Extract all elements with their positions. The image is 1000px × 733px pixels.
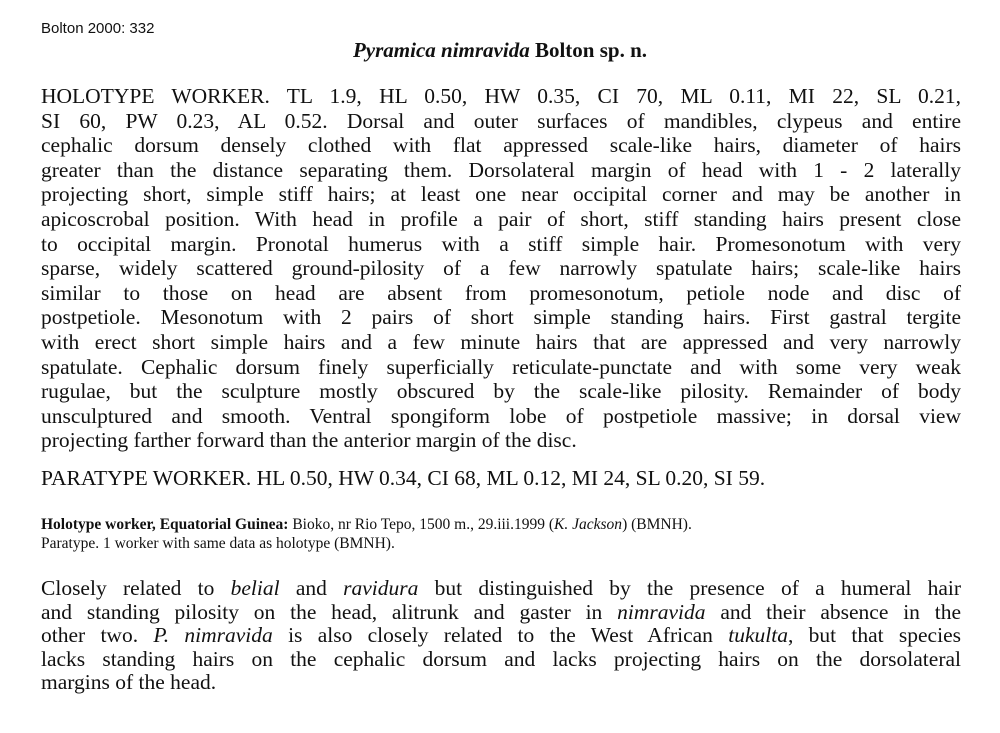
holotype-line: SI 60, PW 0.23, AL 0.52. Dorsal and outer surfaces of mandibles, clypeus and entire — [41, 108, 961, 133]
collector: K. Jackson — [554, 516, 623, 533]
holotype-line: unsculptured and smooth. Ventral spongiform lobe of postpetiole massive; in dorsal view — [41, 403, 961, 428]
holotype-line: similar to those on head are absent from promesonotum, petiole node and disc of — [41, 280, 961, 305]
holotype-line: spatulate. Cephalic dorsum finely superficially reticulate-punctate and with some very weak — [41, 354, 961, 379]
remarks-line: margins of the head. — [41, 670, 217, 695]
species-title — [0, 38, 1000, 63]
holotype-line: rugulae, but the sculpture mostly obscured by the scale-like pilosity. Remainder of body — [41, 379, 961, 404]
holotype-line: apicoscrobal position. With head in profile a pair of short, stiff standing hairs present close — [41, 206, 961, 231]
holotype-line: postpetiole. Mesonotum with 2 pairs of short simple standing hairs. First gastral tergite — [41, 305, 961, 330]
remarks — [41, 577, 961, 695]
holotype-line: with erect short simple hairs and a few minute hairs that are appressed and very narrowly — [41, 329, 961, 354]
material-examined — [41, 515, 961, 553]
species-author: Bolton sp. n. — [534, 38, 648, 62]
holotype-line: projecting farther forward than the anterior margin of the disc. — [41, 428, 577, 453]
remarks-line: Closely related to belial and ravidura but distinguished by the presence of a humeral hair — [41, 576, 961, 600]
holotype-line: HOLOTYPE WORKER. TL 1.9, HL 0.50, HW 0.35, CI 70, ML 0.11, MI 22, SL 0.21, — [41, 84, 961, 108]
holotype-line: to occipital margin. Pronotal humerus with a stiff simple hair. Promesonotum with very — [41, 231, 961, 256]
holotype-line: greater than the distance separating them. Dorsolateral margin of head with 1 - 2 laterally — [41, 157, 961, 182]
remarks-line: and standing pilosity on the head, alitrunk and gaster in nimravida and their absence in the — [41, 599, 961, 624]
remarks-line: lacks standing hairs on the cephalic dorsum and lacks projecting hairs on the dorsolateral — [41, 646, 961, 671]
depository: (BMNH). — [631, 516, 692, 533]
holotype-line: sparse, widely scattered ground-pilosity of a few narrowly spatulate hairs; scale-like hairs — [41, 256, 961, 281]
holotype-material-line: Holotype worker, Equatorial Guinea: Bioko, nr Rio Tepo, 1500 m., 29.iii.1999 (K. Jackson) (BMNH). — [41, 516, 692, 533]
remarks-line: other two. P. nimravida is also closely related to the West African tukulta, but that species — [41, 623, 961, 648]
holotype-description — [41, 84, 961, 453]
holotype-label: Holotype worker, — [41, 516, 156, 533]
locality: Bioko, nr Rio Tepo, 1500 m., 29.iii.1999 — [292, 516, 545, 533]
holotype-line: projecting short, simple stiff hairs; at least one near occipital corner and may be another in — [41, 182, 961, 207]
paratype-material-line: Paratype. 1 worker with same data as holotype (BMNH). — [41, 535, 395, 552]
citation: Bolton 2000: 332 — [41, 20, 155, 37]
country-label: Equatorial Guinea: — [159, 516, 289, 533]
species-name: Pyramica nimravida — [352, 38, 530, 62]
holotype-line: cephalic dorsum densely clothed with flat appressed scale-like hairs, diameter of hairs — [41, 133, 961, 158]
paratype-measurements: PARATYPE WORKER. HL 0.50, HW 0.34, CI 68, ML 0.12, MI 24, SL 0.20, SI 59. — [41, 466, 766, 490]
